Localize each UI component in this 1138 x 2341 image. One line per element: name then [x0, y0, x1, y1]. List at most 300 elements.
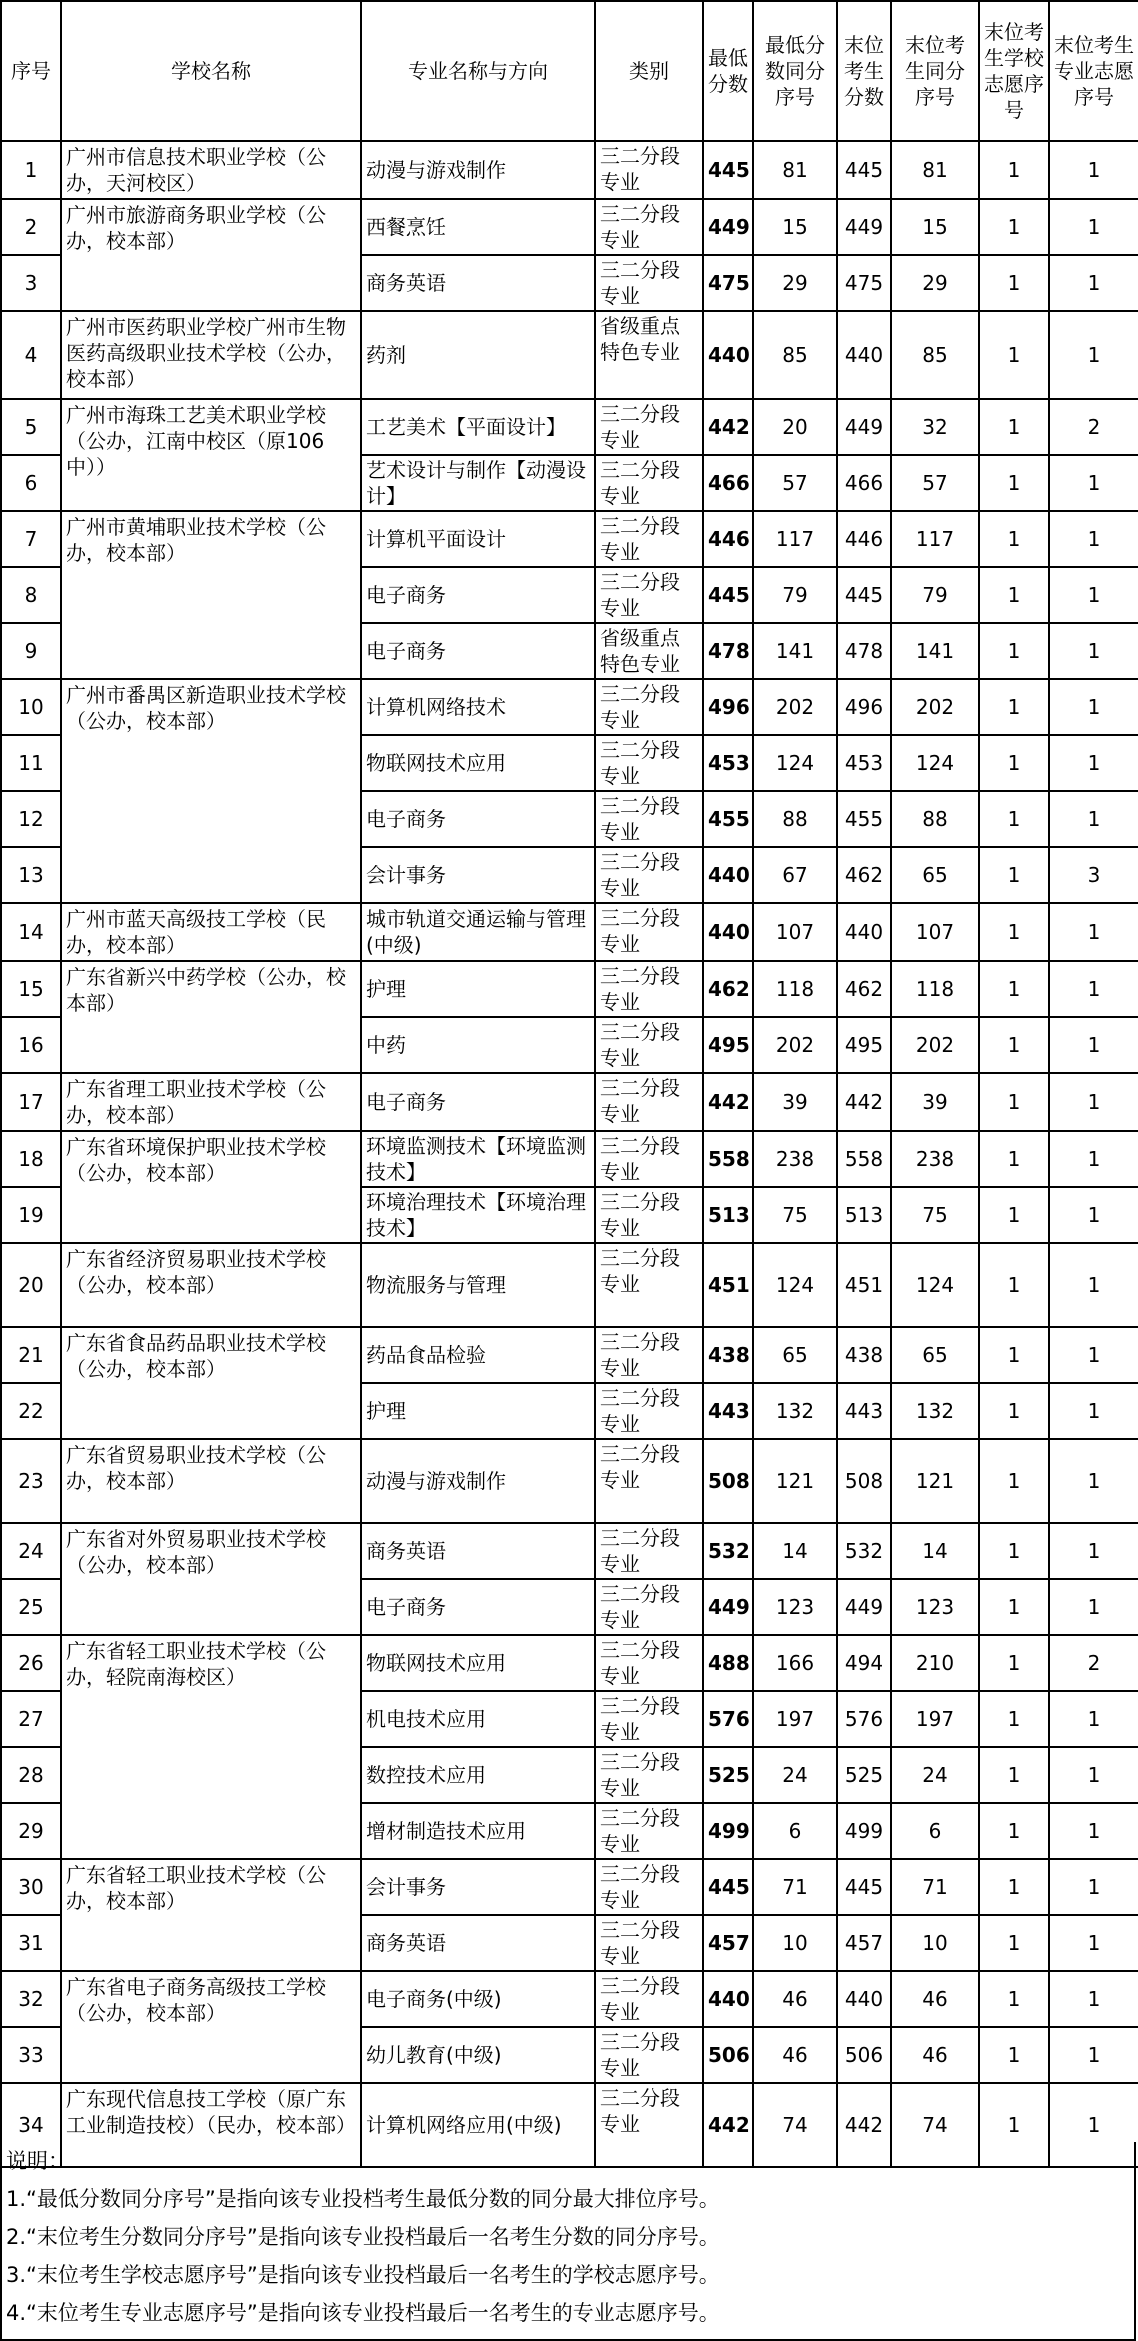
last-score: 449 — [837, 399, 891, 455]
category: 三二分段专业 — [595, 1523, 703, 1579]
min-score: 495 — [703, 1017, 753, 1073]
last-score-rank: 88 — [891, 791, 979, 847]
last-score-rank: 117 — [891, 511, 979, 567]
min-score-rank: 117 — [753, 511, 837, 567]
row-number: 30 — [1, 1859, 61, 1915]
major-name: 机电技术应用 — [361, 1691, 595, 1747]
last-score-rank: 238 — [891, 1131, 979, 1187]
last-school-pref: 1 — [979, 1523, 1049, 1579]
row-number: 21 — [1, 1327, 61, 1383]
category: 三二分段专业 — [595, 1243, 703, 1327]
last-school-pref: 1 — [979, 1859, 1049, 1915]
last-score: 442 — [837, 2083, 891, 2167]
min-score-rank: 81 — [753, 141, 837, 199]
col-header-category: 类别 — [595, 1, 703, 141]
last-score-rank: 65 — [891, 847, 979, 903]
row-number: 13 — [1, 847, 61, 903]
last-score: 449 — [837, 199, 891, 255]
last-school-pref: 1 — [979, 1579, 1049, 1635]
min-score: 442 — [703, 1073, 753, 1131]
last-score: 525 — [837, 1747, 891, 1803]
last-school-pref: 1 — [979, 1131, 1049, 1187]
last-major-pref: 1 — [1049, 1691, 1138, 1747]
last-school-pref: 1 — [979, 847, 1049, 903]
last-major-pref: 2 — [1049, 399, 1138, 455]
min-score-rank: 124 — [753, 1243, 837, 1327]
major-name: 西餐烹饪 — [361, 199, 595, 255]
last-school-pref: 1 — [979, 961, 1049, 1017]
table-row — [1, 1523, 1138, 1579]
school-name: 广东省轻工职业技术学校（公办，轻院南海校区） — [61, 1635, 361, 1859]
last-major-pref: 1 — [1049, 1439, 1138, 1523]
last-major-pref: 1 — [1049, 903, 1138, 961]
min-score-rank: 132 — [753, 1383, 837, 1439]
school-name: 广东现代信息技工学校（原广东工业制造技校）（民办，校本部） — [61, 2083, 361, 2167]
min-score-rank: 20 — [753, 399, 837, 455]
last-score-rank: 124 — [891, 735, 979, 791]
last-score-rank: 124 — [891, 1243, 979, 1327]
school-name: 广州市番禺区新造职业技术学校（公办，校本部） — [61, 679, 361, 903]
category: 三二分段专业 — [595, 1915, 703, 1971]
major-name: 幼儿教育(中级) — [361, 2027, 595, 2083]
last-school-pref: 1 — [979, 255, 1049, 311]
last-major-pref: 1 — [1049, 1017, 1138, 1073]
table-row — [1, 1131, 1138, 1187]
category: 三二分段专业 — [595, 1579, 703, 1635]
last-major-pref: 1 — [1049, 1187, 1138, 1243]
school-name: 广东省理工职业技术学校（公办，校本部） — [61, 1073, 361, 1131]
last-major-pref: 1 — [1049, 1383, 1138, 1439]
last-score: 496 — [837, 679, 891, 735]
min-score-rank: 46 — [753, 2027, 837, 2083]
last-major-pref: 1 — [1049, 311, 1138, 399]
last-score: 462 — [837, 847, 891, 903]
last-score-rank: 57 — [891, 455, 979, 511]
major-name: 计算机网络应用(中级) — [361, 2083, 595, 2167]
row-number: 20 — [1, 1243, 61, 1327]
school-name: 广东省食品药品职业技术学校（公办，校本部） — [61, 1327, 361, 1439]
notes-section — [0, 2142, 1136, 2341]
last-score: 443 — [837, 1383, 891, 1439]
row-number: 11 — [1, 735, 61, 791]
col-header-last-rank: 末位考生同分序号 — [891, 1, 979, 141]
major-name: 商务英语 — [361, 255, 595, 311]
min-score-rank: 75 — [753, 1187, 837, 1243]
last-school-pref: 1 — [979, 1073, 1049, 1131]
last-school-pref: 1 — [979, 1383, 1049, 1439]
category: 三二分段专业 — [595, 1187, 703, 1243]
min-score-rank: 65 — [753, 1327, 837, 1383]
row-number: 2 — [1, 199, 61, 255]
note-line: 2.“末位考生分数同分序号”是指向该专业投档最后一名考生分数的同分序号。 — [6, 2225, 720, 2249]
category: 三二分段专业 — [595, 735, 703, 791]
row-number: 17 — [1, 1073, 61, 1131]
last-score: 466 — [837, 455, 891, 511]
school-name: 广东省贸易职业技术学校（公办，校本部） — [61, 1439, 361, 1523]
last-major-pref: 1 — [1049, 511, 1138, 567]
last-score: 494 — [837, 1635, 891, 1691]
category: 三二分段专业 — [595, 2083, 703, 2167]
min-score: 513 — [703, 1187, 753, 1243]
major-name: 护理 — [361, 1383, 595, 1439]
last-score-rank: 32 — [891, 399, 979, 455]
table-row — [1, 1439, 1138, 1523]
category: 三二分段专业 — [595, 903, 703, 961]
last-score: 451 — [837, 1243, 891, 1327]
row-number: 23 — [1, 1439, 61, 1523]
last-major-pref: 1 — [1049, 1859, 1138, 1915]
last-major-pref: 1 — [1049, 2083, 1138, 2167]
note-line: 4.“末位考生专业志愿序号”是指向该专业投档最后一名考生的专业志愿序号。 — [6, 2301, 720, 2325]
school-name: 广州市医药职业学校广州市生物医药高级职业技术学校（公办，校本部） — [61, 311, 361, 399]
table-row — [1, 1327, 1138, 1383]
last-major-pref: 3 — [1049, 847, 1138, 903]
last-major-pref: 1 — [1049, 1803, 1138, 1859]
min-score-rank: 88 — [753, 791, 837, 847]
school-name: 广东省轻工职业技术学校（公办，校本部） — [61, 1859, 361, 1971]
major-name: 电子商务 — [361, 623, 595, 679]
row-number: 15 — [1, 961, 61, 1017]
last-major-pref: 1 — [1049, 455, 1138, 511]
category: 三二分段专业 — [595, 1803, 703, 1859]
last-major-pref: 1 — [1049, 1915, 1138, 1971]
last-score-rank: 24 — [891, 1747, 979, 1803]
last-score: 440 — [837, 903, 891, 961]
last-major-pref: 1 — [1049, 623, 1138, 679]
min-score-rank: 6 — [753, 1803, 837, 1859]
major-name: 工艺美术【平面设计】 — [361, 399, 595, 455]
table-row — [1, 1635, 1138, 1691]
min-score: 445 — [703, 1859, 753, 1915]
col-header-min-score: 最低分数 — [703, 1, 753, 141]
last-school-pref: 1 — [979, 2083, 1049, 2167]
row-number: 33 — [1, 2027, 61, 2083]
school-name: 广东省电子商务高级技工学校（公办，校本部） — [61, 1971, 361, 2083]
min-score: 453 — [703, 735, 753, 791]
table-row — [1, 1073, 1138, 1131]
category: 三二分段专业 — [595, 1971, 703, 2027]
min-score-rank: 166 — [753, 1635, 837, 1691]
table-body — [1, 141, 1138, 2167]
major-name: 药剂 — [361, 311, 595, 399]
table-row — [1, 141, 1138, 199]
last-major-pref: 1 — [1049, 1579, 1138, 1635]
last-score-rank: 65 — [891, 1327, 979, 1383]
last-school-pref: 1 — [979, 1971, 1049, 2027]
table-row — [1, 311, 1138, 399]
last-school-pref: 1 — [979, 1635, 1049, 1691]
row-number: 5 — [1, 399, 61, 455]
row-number: 26 — [1, 1635, 61, 1691]
last-school-pref: 1 — [979, 199, 1049, 255]
row-number: 24 — [1, 1523, 61, 1579]
min-score-rank: 118 — [753, 961, 837, 1017]
category: 三二分段专业 — [595, 1859, 703, 1915]
min-score: 440 — [703, 847, 753, 903]
min-score-rank: 24 — [753, 1747, 837, 1803]
row-number: 12 — [1, 791, 61, 847]
major-name: 会计事务 — [361, 847, 595, 903]
min-score-rank: 46 — [753, 1971, 837, 2027]
school-name: 广东省经济贸易职业技术学校（公办，校本部） — [61, 1243, 361, 1327]
col-header-major-pref: 末位考生专业志愿序号 — [1049, 1, 1138, 141]
last-score-rank: 81 — [891, 141, 979, 199]
last-score-rank: 15 — [891, 199, 979, 255]
last-score-rank: 71 — [891, 1859, 979, 1915]
school-name: 广州市黄埔职业技术学校（公办，校本部） — [61, 511, 361, 679]
last-major-pref: 1 — [1049, 141, 1138, 199]
table-row — [1, 903, 1138, 961]
min-score-rank: 141 — [753, 623, 837, 679]
last-school-pref: 1 — [979, 1187, 1049, 1243]
last-score: 576 — [837, 1691, 891, 1747]
min-score: 440 — [703, 903, 753, 961]
last-score: 532 — [837, 1523, 891, 1579]
last-major-pref: 1 — [1049, 199, 1138, 255]
row-number: 3 — [1, 255, 61, 311]
school-name: 广州市海珠工艺美术职业学校（公办，江南中校区（原106中）） — [61, 399, 361, 511]
min-score-rank: 57 — [753, 455, 837, 511]
last-school-pref: 1 — [979, 455, 1049, 511]
last-score-rank: 141 — [891, 623, 979, 679]
last-school-pref: 1 — [979, 1747, 1049, 1803]
last-major-pref: 1 — [1049, 1131, 1138, 1187]
last-school-pref: 1 — [979, 567, 1049, 623]
col-header-no: 序号 — [1, 1, 61, 141]
row-number: 1 — [1, 141, 61, 199]
min-score: 499 — [703, 1803, 753, 1859]
major-name: 城市轨道交通运输与管理(中级) — [361, 903, 595, 961]
category: 三二分段专业 — [595, 255, 703, 311]
major-name: 艺术设计与制作【动漫设计】 — [361, 455, 595, 511]
major-name: 电子商务 — [361, 1073, 595, 1131]
min-score-rank: 14 — [753, 1523, 837, 1579]
last-score: 453 — [837, 735, 891, 791]
min-score-rank: 71 — [753, 1859, 837, 1915]
last-school-pref: 1 — [979, 1243, 1049, 1327]
row-number: 9 — [1, 623, 61, 679]
last-school-pref: 1 — [979, 1803, 1049, 1859]
category: 三二分段专业 — [595, 1131, 703, 1187]
last-score: 440 — [837, 311, 891, 399]
category: 三二分段专业 — [595, 679, 703, 735]
last-score-rank: 39 — [891, 1073, 979, 1131]
last-school-pref: 1 — [979, 1439, 1049, 1523]
last-score: 475 — [837, 255, 891, 311]
min-score: 496 — [703, 679, 753, 735]
row-number: 25 — [1, 1579, 61, 1635]
table-row — [1, 199, 1138, 255]
table-row — [1, 679, 1138, 735]
min-score: 440 — [703, 1971, 753, 2027]
min-score: 525 — [703, 1747, 753, 1803]
table-row — [1, 1859, 1138, 1915]
last-score: 438 — [837, 1327, 891, 1383]
last-major-pref: 1 — [1049, 1747, 1138, 1803]
last-score-rank: 74 — [891, 2083, 979, 2167]
last-score-rank: 210 — [891, 1635, 979, 1691]
table-header-row — [1, 1, 1138, 141]
last-major-pref: 1 — [1049, 961, 1138, 1017]
note-line: 1.“最低分数同分序号”是指向该专业投档考生最低分数的同分最大排位序号。 — [6, 2187, 720, 2211]
min-score-rank: 238 — [753, 1131, 837, 1187]
last-score: 455 — [837, 791, 891, 847]
min-score-rank: 124 — [753, 735, 837, 791]
last-score-rank: 29 — [891, 255, 979, 311]
last-score: 449 — [837, 1579, 891, 1635]
row-number: 16 — [1, 1017, 61, 1073]
table-row — [1, 1243, 1138, 1327]
major-name: 护理 — [361, 961, 595, 1017]
min-score: 506 — [703, 2027, 753, 2083]
last-score: 457 — [837, 1915, 891, 1971]
category: 省级重点特色专业 — [595, 311, 703, 399]
category: 三二分段专业 — [595, 567, 703, 623]
min-score: 446 — [703, 511, 753, 567]
major-name: 电子商务 — [361, 567, 595, 623]
major-name: 药品食品检验 — [361, 1327, 595, 1383]
col-header-school: 学校名称 — [61, 1, 361, 141]
last-score: 440 — [837, 1971, 891, 2027]
min-score: 451 — [703, 1243, 753, 1327]
last-major-pref: 1 — [1049, 2027, 1138, 2083]
major-name: 增材制造技术应用 — [361, 1803, 595, 1859]
last-score-rank: 132 — [891, 1383, 979, 1439]
notes-title: 说明： — [6, 2149, 69, 2173]
row-number: 6 — [1, 455, 61, 511]
last-school-pref: 1 — [979, 399, 1049, 455]
min-score: 475 — [703, 255, 753, 311]
last-school-pref: 1 — [979, 1327, 1049, 1383]
min-score-rank: 29 — [753, 255, 837, 311]
last-score: 506 — [837, 2027, 891, 2083]
category: 三二分段专业 — [595, 1635, 703, 1691]
min-score: 455 — [703, 791, 753, 847]
min-score-rank: 10 — [753, 1915, 837, 1971]
last-score-rank: 14 — [891, 1523, 979, 1579]
row-number: 31 — [1, 1915, 61, 1971]
major-name: 计算机网络技术 — [361, 679, 595, 735]
category: 三二分段专业 — [595, 847, 703, 903]
min-score: 449 — [703, 199, 753, 255]
last-major-pref: 1 — [1049, 1073, 1138, 1131]
last-score-rank: 123 — [891, 1579, 979, 1635]
last-score-rank: 197 — [891, 1691, 979, 1747]
table-row — [1, 399, 1138, 455]
last-score: 445 — [837, 567, 891, 623]
major-name: 环境治理技术【环境治理技术】 — [361, 1187, 595, 1243]
min-score: 508 — [703, 1439, 753, 1523]
min-score: 576 — [703, 1691, 753, 1747]
last-major-pref: 1 — [1049, 791, 1138, 847]
last-score: 442 — [837, 1073, 891, 1131]
major-name: 电子商务 — [361, 791, 595, 847]
row-number: 28 — [1, 1747, 61, 1803]
category: 三二分段专业 — [595, 1327, 703, 1383]
last-score-rank: 118 — [891, 961, 979, 1017]
category: 省级重点特色专业 — [595, 623, 703, 679]
category: 三二分段专业 — [595, 1747, 703, 1803]
note-line: 3.“末位考生学校志愿序号”是指向该专业投档最后一名考生的学校志愿序号。 — [6, 2263, 720, 2287]
last-score: 558 — [837, 1131, 891, 1187]
min-score-rank: 202 — [753, 1017, 837, 1073]
school-name: 广州市信息技术职业学校（公办，天河校区） — [61, 141, 361, 199]
min-score: 478 — [703, 623, 753, 679]
row-number: 7 — [1, 511, 61, 567]
min-score: 466 — [703, 455, 753, 511]
school-name: 广东省对外贸易职业技术学校（公办，校本部） — [61, 1523, 361, 1635]
category: 三二分段专业 — [595, 199, 703, 255]
major-name: 动漫与游戏制作 — [361, 1439, 595, 1523]
min-score: 443 — [703, 1383, 753, 1439]
row-number: 19 — [1, 1187, 61, 1243]
major-name: 物联网技术应用 — [361, 735, 595, 791]
category: 三二分段专业 — [595, 961, 703, 1017]
min-score: 449 — [703, 1579, 753, 1635]
school-name: 广州市蓝天高级技工学校（民办，校本部） — [61, 903, 361, 961]
last-school-pref: 1 — [979, 679, 1049, 735]
col-header-min-rank: 最低分数同分序号 — [753, 1, 837, 141]
last-school-pref: 1 — [979, 311, 1049, 399]
min-score: 558 — [703, 1131, 753, 1187]
min-score: 445 — [703, 567, 753, 623]
min-score-rank: 123 — [753, 1579, 837, 1635]
last-score: 446 — [837, 511, 891, 567]
min-score-rank: 121 — [753, 1439, 837, 1523]
last-score: 508 — [837, 1439, 891, 1523]
min-score-rank: 74 — [753, 2083, 837, 2167]
min-score: 438 — [703, 1327, 753, 1383]
row-number: 8 — [1, 567, 61, 623]
min-score: 442 — [703, 399, 753, 455]
row-number: 18 — [1, 1131, 61, 1187]
min-score: 445 — [703, 141, 753, 199]
last-major-pref: 1 — [1049, 1327, 1138, 1383]
major-name: 会计事务 — [361, 1859, 595, 1915]
major-name: 电子商务(中级) — [361, 1971, 595, 2027]
category: 三二分段专业 — [595, 399, 703, 455]
row-number: 27 — [1, 1691, 61, 1747]
last-score-rank: 6 — [891, 1803, 979, 1859]
last-school-pref: 1 — [979, 141, 1049, 199]
min-score-rank: 85 — [753, 311, 837, 399]
min-score-rank: 67 — [753, 847, 837, 903]
last-major-pref: 1 — [1049, 679, 1138, 735]
last-score-rank: 10 — [891, 1915, 979, 1971]
last-major-pref: 1 — [1049, 567, 1138, 623]
min-score-rank: 15 — [753, 199, 837, 255]
last-score-rank: 202 — [891, 1017, 979, 1073]
category: 三二分段专业 — [595, 1017, 703, 1073]
category: 三二分段专业 — [595, 2027, 703, 2083]
min-score: 462 — [703, 961, 753, 1017]
last-score-rank: 121 — [891, 1439, 979, 1523]
table-row — [1, 1971, 1138, 2027]
last-major-pref: 2 — [1049, 1635, 1138, 1691]
category: 三二分段专业 — [595, 1439, 703, 1523]
major-name: 电子商务 — [361, 1579, 595, 1635]
last-score-rank: 202 — [891, 679, 979, 735]
major-name: 动漫与游戏制作 — [361, 141, 595, 199]
category: 三二分段专业 — [595, 791, 703, 847]
major-name: 中药 — [361, 1017, 595, 1073]
major-name: 数控技术应用 — [361, 1747, 595, 1803]
major-name: 环境监测技术【环境监测技术】 — [361, 1131, 595, 1187]
last-score-rank: 107 — [891, 903, 979, 961]
last-school-pref: 1 — [979, 791, 1049, 847]
table-row — [1, 961, 1138, 1017]
last-school-pref: 1 — [979, 903, 1049, 961]
